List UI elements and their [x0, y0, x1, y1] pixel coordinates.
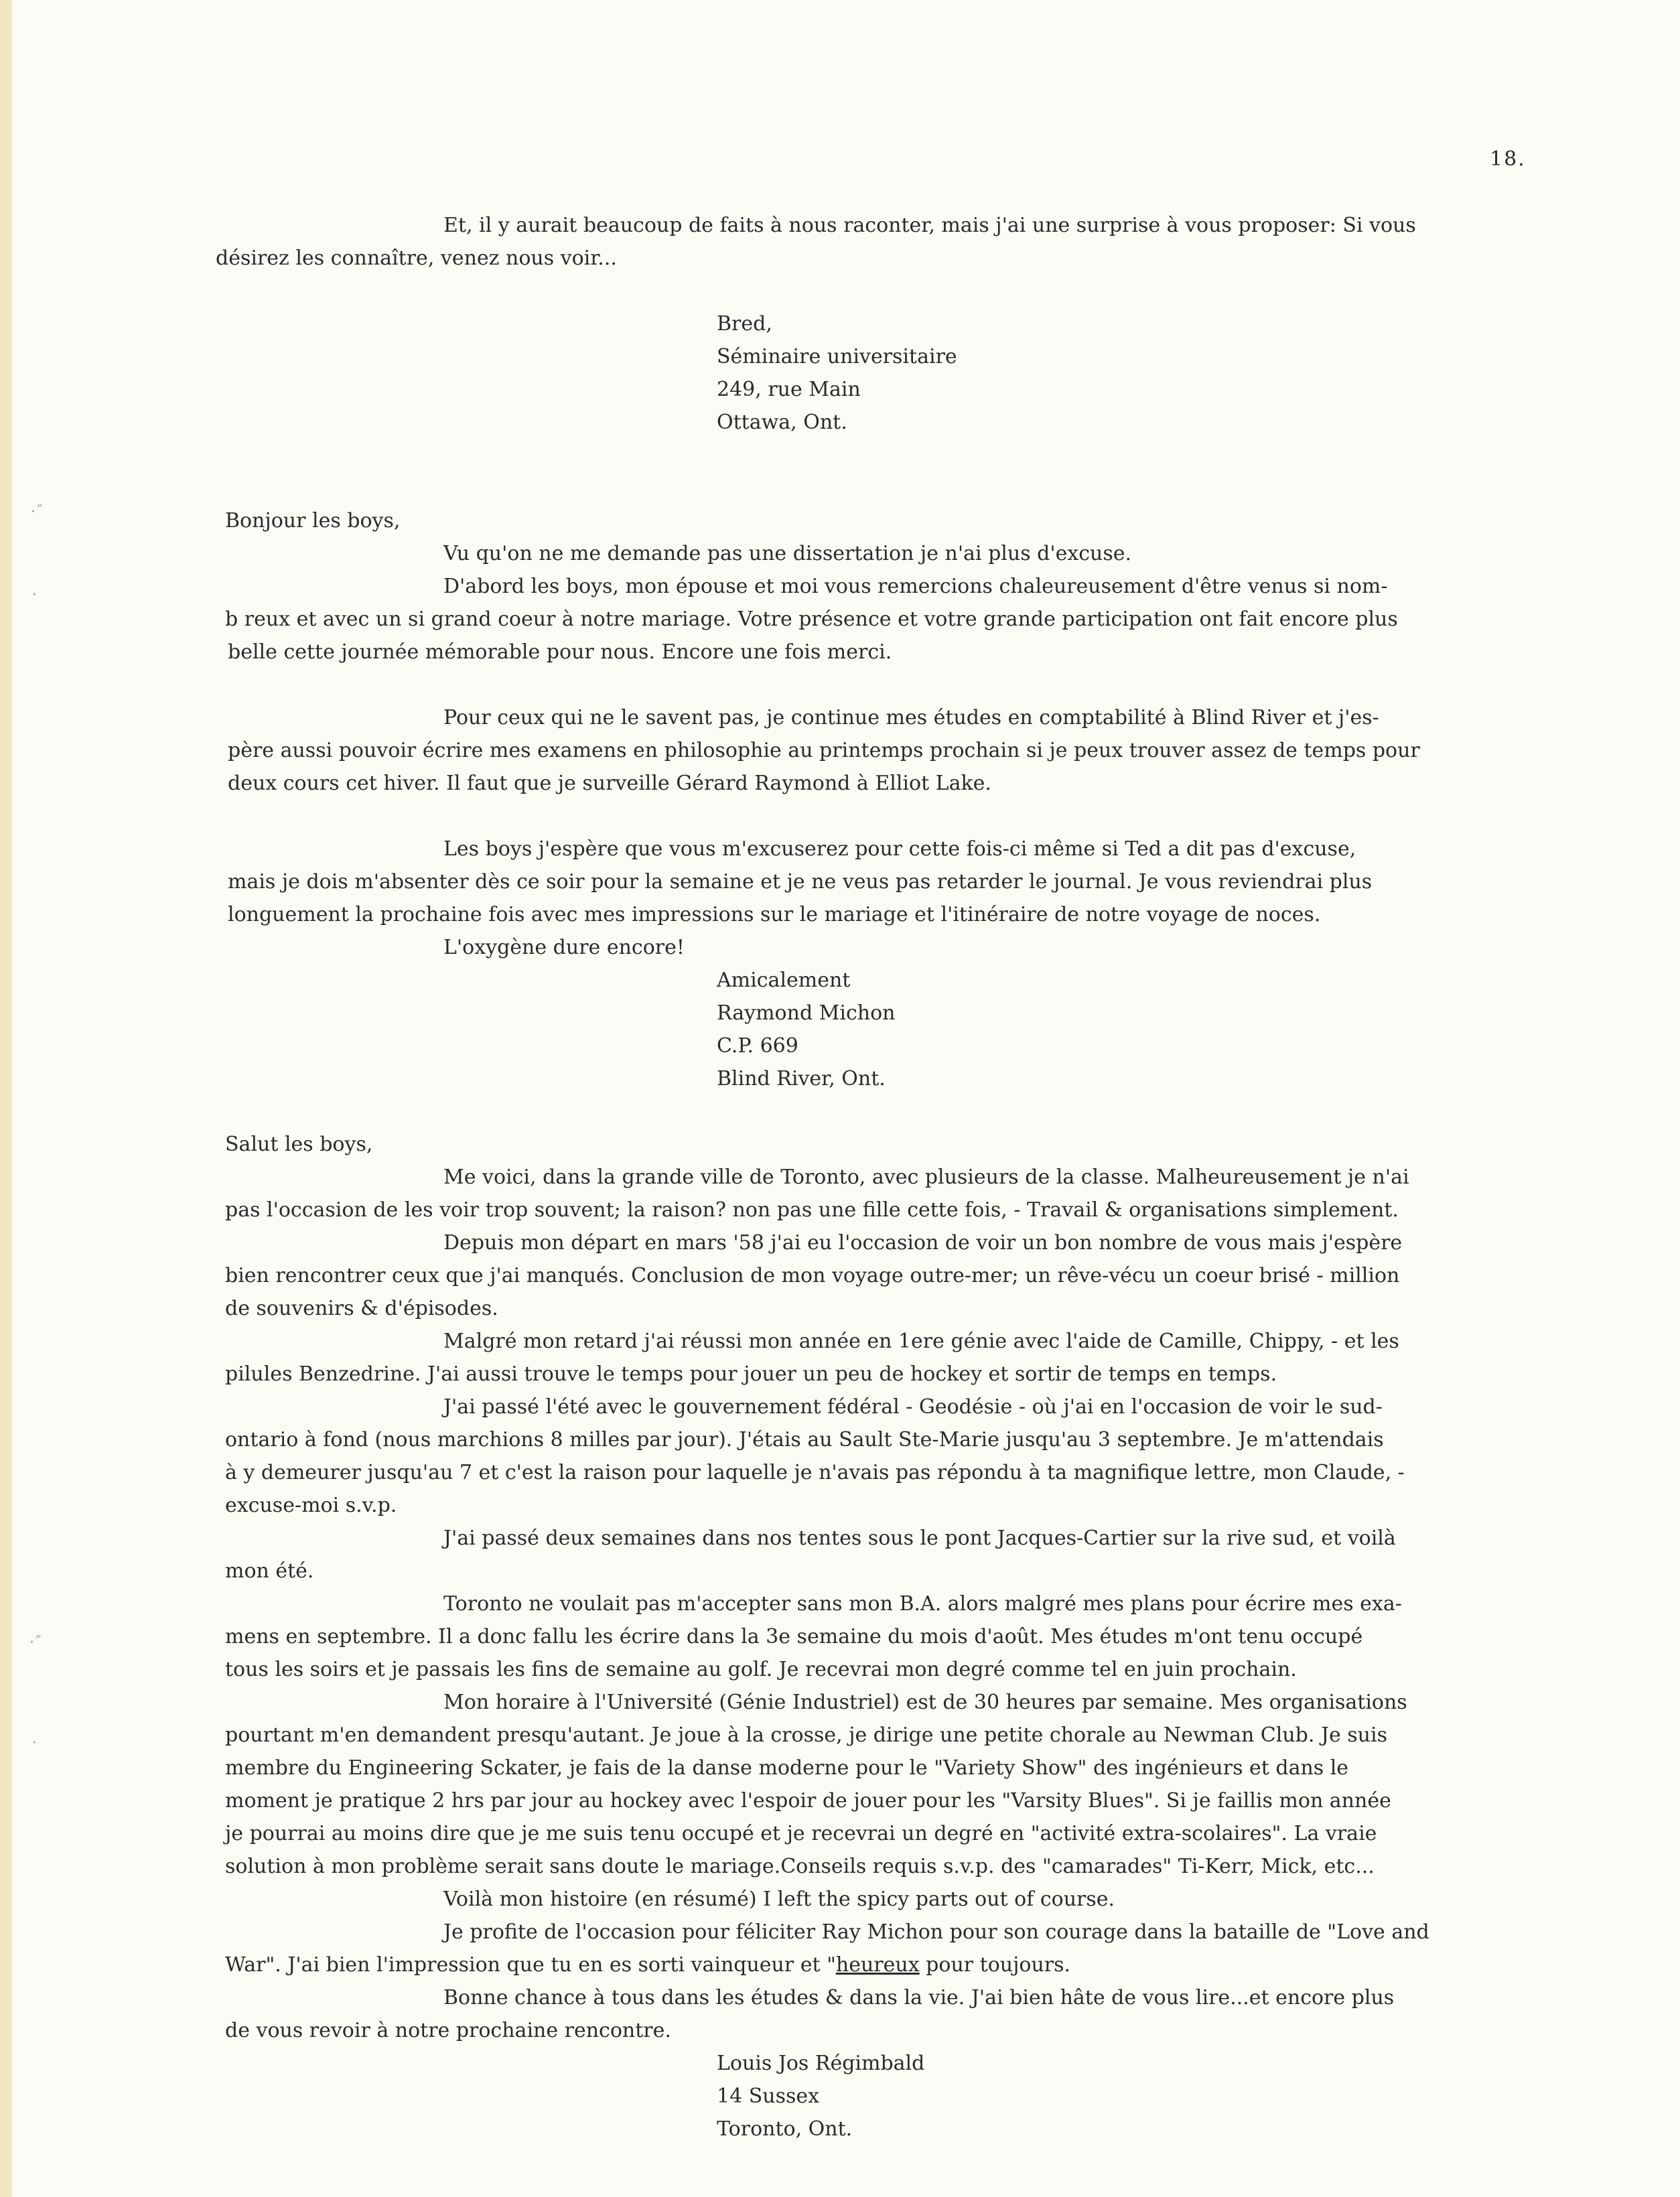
- signature-line: Louis Jos Régimbald: [717, 2052, 925, 2075]
- letter-line: excuse-moi s.v.p.: [225, 1494, 397, 1517]
- signature-line: Raymond Michon: [717, 1001, 896, 1025]
- letter-line: de souvenirs & d'épisodes.: [225, 1297, 498, 1320]
- letter-line: à y demeurer jusqu'au 7 et c'est la raison pour laquelle je n'avais pas répondu à ta magnifique lettre, mon Claude, -: [225, 1461, 1405, 1484]
- letter-line: mens en septembre. Il a donc fallu les écrire dans la 3e semaine du mois d'août. Mes études m'ont tenu occupé: [225, 1625, 1363, 1648]
- margin-mark: ·˝: [29, 1634, 42, 1651]
- letter-line: Mon horaire à l'Université (Génie Industriel) est de 30 heures par semaine. Mes organisations: [443, 1691, 1407, 1714]
- letter-line: tous les soirs et je passais les fins de semaine au golf. Je recevrai mon degré comme tel en juin prochain.: [225, 1658, 1297, 1681]
- signature-line: Amicalement: [717, 969, 851, 992]
- letter-line: Depuis mon départ en mars '58 j'ai eu l'occasion de voir un bon nombre de vous mais j'espère: [443, 1231, 1403, 1255]
- letter-line: Les boys j'espère que vous m'excuserez pour cette fois-ci même si Ted a dit pas d'excuse,: [443, 837, 1356, 861]
- address-line: Séminaire universitaire: [717, 345, 957, 368]
- letter-line: Pour ceux qui ne le savent pas, je continue mes études en comptabilité à Blind River et j'es-: [443, 706, 1379, 729]
- margin-mark: ·˝: [31, 504, 43, 520]
- letter-line: pourtant m'en demandent presqu'autant. Je joue à la crosse, je dirige une petite chorale au Newman Club. Je suis: [225, 1723, 1387, 1747]
- letter-line: Malgré mon retard j'ai réussi mon année en 1ere génie avec l'aide de Camille, Chippy, - et les: [443, 1330, 1399, 1353]
- letter-line: L'oxygène dure encore!: [443, 936, 685, 959]
- signature-line: 14 Sussex: [717, 2084, 820, 2108]
- letter-line: mon été.: [225, 1559, 314, 1583]
- letter-line: longuement la prochaine fois avec mes impressions sur le mariage et l'itinéraire de notre voyage de noces.: [228, 903, 1321, 926]
- letter-line: J'ai passé deux semaines dans nos tentes sous le pont Jacques-Cartier sur la rive sud, et voilà: [443, 1527, 1396, 1550]
- letters-body: [216, 209, 1596, 2145]
- letter-line: membre du Engineering Sckater, je fais de la danse moderne pour le "Variety Show" des ingénieurs et dans le: [225, 1756, 1349, 1780]
- letter-line: moment je pratique 2 hrs par jour au hockey avec l'espoir de jouer pour les "Varsity Blues". Si je faillis mon année: [225, 1789, 1391, 1813]
- letter-line: bien rencontrer ceux que j'ai manqués. Conclusion de mon voyage outre-mer; un rêve-vécu un coeur brisé - million: [225, 1264, 1400, 1287]
- letter-line: D'abord les boys, mon épouse et moi vous remercions chaleureusement d'être venus si nom-: [443, 575, 1388, 598]
- letter-line: pilules Benzedrine. J'ai aussi trouve le temps pour jouer un peu de hockey et sortir de temps en temps.: [225, 1362, 1277, 1386]
- letter-line: mais je dois m'absenter dès ce soir pour la semaine et je ne veus pas retarder le journal. Je vous reviendrai plus: [228, 870, 1373, 894]
- address-line: 249, rue Main: [717, 378, 861, 401]
- letter-line: je pourrai au moins dire que je me suis tenu occupé et je recevrai un degré en "activité extra-scolaires". La vraie: [225, 1822, 1377, 1845]
- letter-line: Je profite de l'occasion pour féliciter Ray Michon pour son courage dans la bataille de "Love and: [443, 1920, 1429, 1944]
- signature-line: Toronto, Ont.: [717, 2117, 853, 2141]
- signature-line: C.P. 669: [717, 1034, 798, 1058]
- letter-line: père aussi pouvoir écrire mes examens en philosophie au printemps prochain si je peux trouver assez de temps pour: [228, 739, 1420, 762]
- margin-mark: ·: [32, 587, 37, 604]
- letter-line: Toronto ne voulait pas m'accepter sans mon B.A. alors malgré mes plans pour écrire mes exa-: [443, 1592, 1402, 1616]
- letter-line: de vous revoir à notre prochaine rencontre.: [225, 2019, 671, 2042]
- letter-line: Bonne chance à tous dans les études & dans la vie. J'ai bien hâte de vous lire...et encore plus: [443, 1986, 1395, 2009]
- signature-line: Blind River, Ont.: [717, 1067, 886, 1090]
- letter-line: belle cette journée mémorable pour nous. Encore une fois merci.: [228, 640, 892, 664]
- letter-line: ontario à fond (nous marchions 8 milles par jour). J'étais au Sault Ste-Marie jusqu'au 3 septembre. Je m'attendais: [225, 1428, 1384, 1451]
- letter-line: solution à mon problème serait sans doute le mariage.Conseils requis s.v.p. des "camarades" Ti-Kerr, Mick, etc...: [225, 1855, 1375, 1878]
- address-line: Ottawa, Ont.: [717, 411, 847, 434]
- letter-line: [225, 1948, 1596, 1981]
- underlined-word: heureux: [835, 1953, 920, 1977]
- letter-line: Voilà mon histoire (en résumé) I left the spicy parts out of course.: [443, 1888, 1115, 1911]
- greeting: Salut les boys,: [225, 1133, 373, 1156]
- intro-line: Et, il y aurait beaucoup de faits à nous raconter, mais j'ai une surprise à vous proposer: Si vous: [443, 214, 1416, 237]
- letter-line: Vu qu'on ne me demande pas une dissertation je n'ai plus d'excuse.: [443, 542, 1132, 565]
- greeting: Bonjour les boys,: [225, 509, 401, 533]
- letter-line: J'ai passé l'été avec le gouvernement fédéral - Geodésie - où j'ai en l'occasion de voir le sud-: [443, 1395, 1383, 1419]
- letter-line: pas l'occasion de les voir trop souvent; la raison? non pas une fille cette fois, - Travail & organisations simplement.: [225, 1198, 1399, 1222]
- letter-line: deux cours cet hiver. Il faut que je surveille Gérard Raymond à Elliot Lake.: [228, 772, 991, 795]
- letter-line: Me voici, dans la grande ville de Toronto, avec plusieurs de la classe. Malheureusement je n'ai: [443, 1165, 1409, 1189]
- line-part: pour toujours.: [919, 1953, 1071, 1977]
- page-edge: [0, 0, 12, 2197]
- line-part: War". J'ai bien l'impression que tu en es sorti vainqueur et ": [225, 1953, 836, 1977]
- page-number: 18.: [1490, 147, 1526, 171]
- margin-mark: ·: [32, 1735, 37, 1752]
- intro-line: désirez les connaître, venez nous voir...: [216, 246, 617, 270]
- address-line: Bred,: [717, 312, 772, 336]
- letter-line: b reux et avec un si grand coeur à notre mariage. Votre présence et votre grande participation ont fait encore plus: [225, 608, 1398, 631]
